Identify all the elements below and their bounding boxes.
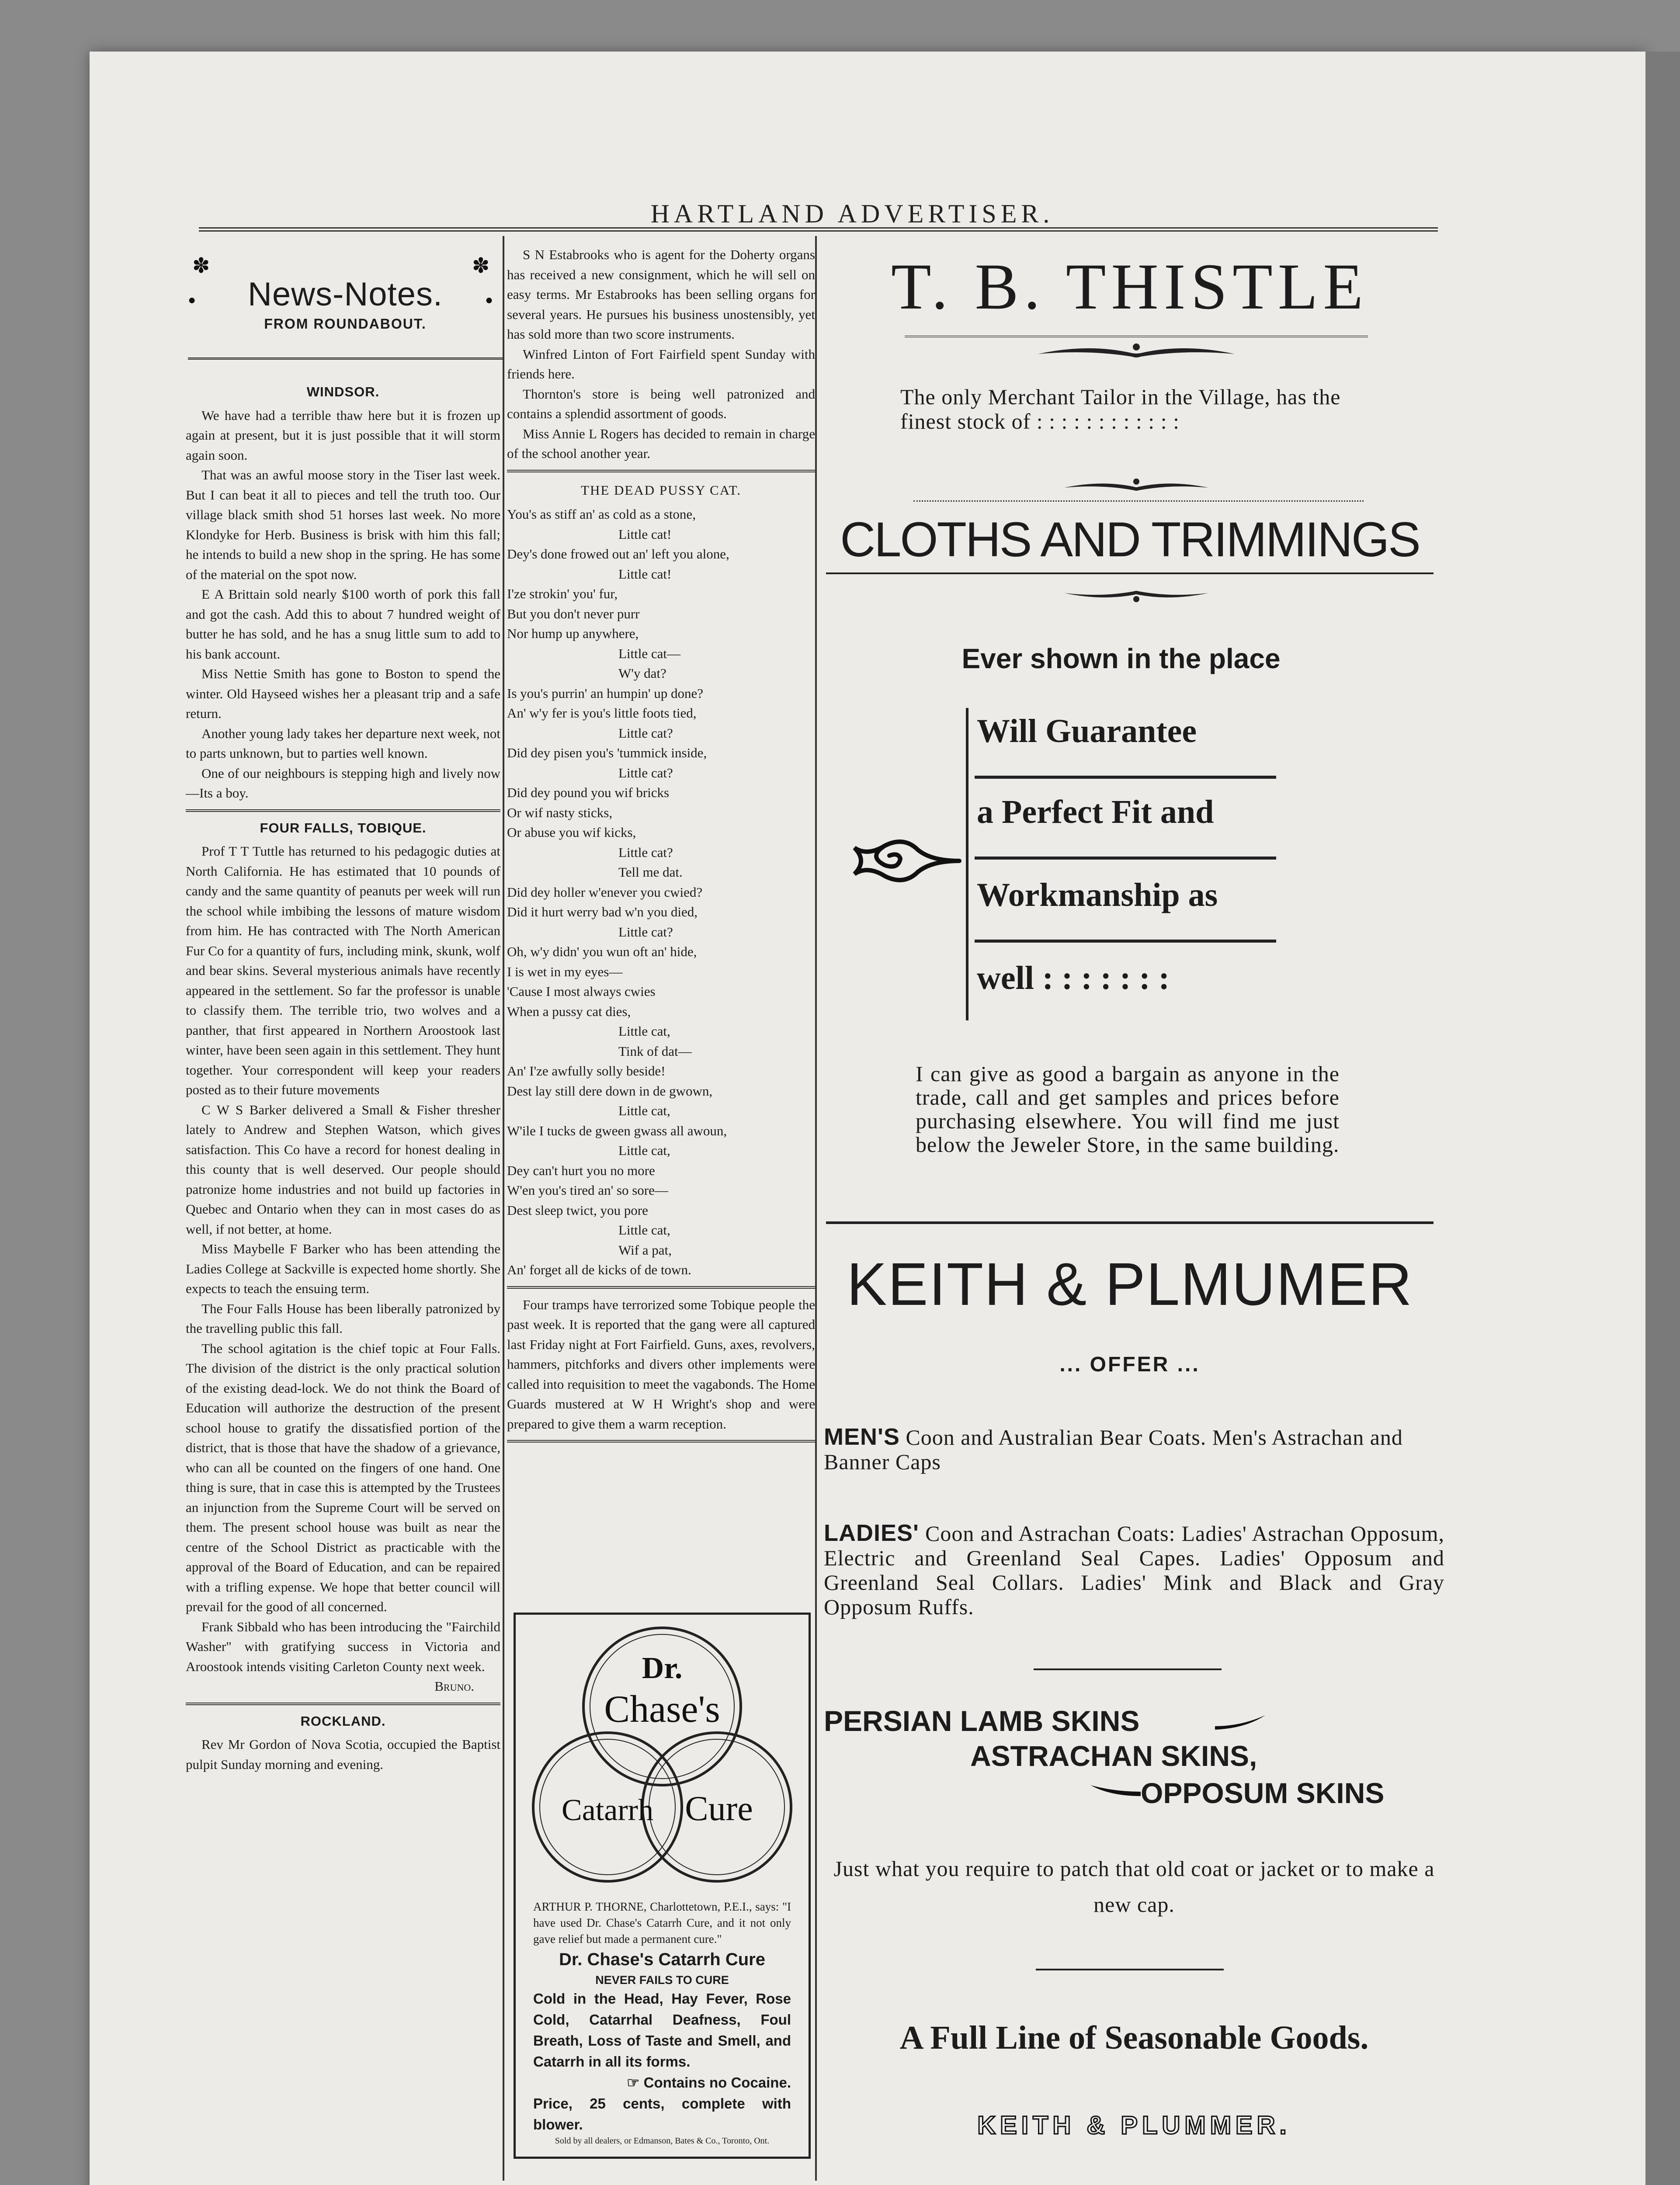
poem-line: Did dey pound you wif bricks [507,785,670,800]
poem-line: Little cat, [618,1222,670,1238]
ornament-icon: ✽ [192,254,210,277]
poem-line: When a pussy cat dies, [507,1003,631,1019]
news-paragraph: Winfred Linton of Fort Fairfield spent Sunday with friends here. [507,346,815,382]
four-falls-paragraph: C W S Barker delivered a Small & Fisher thresher lately to Andrew and Stephen Watson, which gives satisfaction. This Co have a record for honest dealing in this county that is well deserved. Our people should patronize home industries and not build up factories in Quebec and Ontario when they can in most cases do as well, if not better, at home. [186,1102,500,1237]
section-heading-windsor: WINDSOR. [306,384,380,399]
four-falls-paragraph: The Four Falls House has been liberally patronized by the travelling public this fall. [186,1301,500,1336]
rockland-paragraph: Rev Mr Gordon of Nova Scotia, occupied the Baptist pulpit Sunday morning and evening. [186,1737,500,1772]
column-2-news [507,245,815,464]
guarantee-rule [975,776,1276,779]
poem-line: Little cat? [618,765,673,780]
poem-line: An' w'y fer is you's little foots tied, [507,705,697,721]
ad-testimonial: ARTHUR P. THORNE, Charlottetown, P.E.I., says: "I have used Dr. Chase's Catarrh Cure, and it not only gave relief but made a permanent cure." [533,1900,791,1946]
poem-line: 'Cause I most always cwies [507,984,656,999]
news-notes-title: News-Notes. [248,276,443,313]
skins-line-3: OPPOSUM SKINS [1141,1777,1385,1809]
news-notes-header [188,245,503,352]
column-rule-2 [815,236,817,2181]
thistle-tagline: The only Merchant Tailor in the Village, has the finest stock of : : : : : : : : : : : : [900,385,1341,434]
poem-line: Did dey pisen you's 'tummick inside, [507,745,707,760]
guarantee-line: Workmanship as [977,877,1218,913]
guarantee-line: a Perfect Fit and [977,794,1214,830]
mens-text: Coon and Australian Bear Coats. Men's Astrachan and Banner Caps [824,1425,1403,1474]
short-rule [1036,1969,1224,1970]
poem-line: Little cat, [618,1103,670,1118]
masthead-rule [199,227,1438,232]
flourish-icon [1062,583,1211,605]
dot-ornament-icon: ● [188,293,196,307]
windsor-paragraph: E A Brittain sold nearly $100 worth of pork this fall and got the cash. Add this to about 7 hundred weight of butter he has sold, and he has a snug little sum to add to his bank account. [186,586,500,662]
section-rule [507,1286,815,1289]
poem-line: Dest lay still dere down in de gwown, [507,1083,713,1099]
four-falls-paragraph: Prof T T Tuttle has returned to his pedagogic duties at North California. He has estimated that 10 pounds of candy and the same quantity of peanuts per week will run the school while imbibing the lessons of mature wisdom from him. He has contracted with The North American Fur Co for a quantity of furs, including mink, skunk, wolf and bear skins. Several mysterious animals have recently appeared in the settlement. So far the professor is unable to classify them. The terrible trio, two wolves and a panther, that first appeared in Northern Aroostook last winter, have been seen again in this settlement. They hunt together. Your correspondent will keep your readers posted as to their future movements [186,843,500,1097]
guarantee-bar [966,708,968,1020]
poem-line: Tell me dat. [618,864,683,880]
poem-line: Little cat? [618,924,673,940]
news-paragraph: Miss Annie L Rogers has decided to remain in charge of the school another year. [507,426,815,461]
guarantee-line: well : : : : : : : [977,960,1170,996]
windsor-paragraph: We have had a terrible thaw here but it is frozen up again at present, but it is just possible that it will storm again soon. [186,407,500,463]
poem-line: Oh, w'y didn' you wun oft an' hide, [507,944,697,959]
poem-line: Nor hump up anywhere, [507,626,639,641]
ladies-block [824,1521,1444,1619]
mens-label: MEN'S [824,1424,900,1450]
thistle-rule [905,336,1368,337]
news-paragraph: Thornton's store is being well patronized and contains a splendid assortment of goods. [507,386,815,421]
poem-line: Did dey holler w'enever you cwied? [507,884,703,900]
flourish-icon [1062,476,1211,498]
section-rule [186,1703,500,1705]
flourish-icon [1088,1783,1141,1800]
news-notes-subtitle: FROM ROUNDABOUT. [264,316,427,332]
tramps-paragraph: Four tramps have terrorized some Tobique people the past week. It is reported that the gang were all captured last Friday night at Fort Fairfield. Guns, axes, revolvers, hammers, pitchforks and divers other implements were called into requisition to meet the vagabonds. The Home Guards mustered at W H Wright's shop and were prepared to give them a warm reception. [507,1297,815,1432]
poem-line: Dey's done frowed out an' left you alone, [507,546,729,562]
section-rule [507,1440,815,1443]
ad-never-fails: NEVER FAILS TO CURE [595,1973,729,1987]
four-falls-paragraph: Miss Maybelle F Barker who has been attending the Ladies College at Sackville is expected home shortly. She expects to teach the ensuing term. [186,1241,500,1296]
ad-body: Cold in the Head, Hay Fever, Rose Cold, Catarrhal Deafness, Foul Breath, Loss of Taste and Smell, and Catarrh in all its forms. [533,1991,791,2070]
poem-line: Little cat, [618,1023,670,1039]
poem [507,504,815,1280]
dotted-rule [913,500,1364,502]
ad-cocaine: ☞ Contains no Cocaine. [626,2074,791,2091]
full-line: A Full Line of Seasonable Goods. [899,2019,1369,2056]
poem-line: W'en you's tired an' so sore— [507,1183,668,1198]
windsor-paragraph: That was an awful moose story in the Tiser last week. But I can beat it all to pieces and tell the truth too. Our village black smith shod 51 horses last week. No more Klondyke for Herb. Business is brisk with him this fall; he intends to build a new shop in the spring. He has some of the material on the spot now. [186,467,500,582]
poem-line: An' I'ze awfully solly beside! [507,1063,666,1079]
skins-line-2: ASTRACHAN SKINS, [970,1740,1257,1772]
windsor-paragraph: Miss Nettie Smith has gone to Boston to spend the winter. Old Hayseed wishes her a pleasant trip and a safe return. [186,666,500,721]
windsor-paragraph: One of our neighbours is stepping high and lively now—Its a boy. [186,765,500,801]
ad-sold-by: Sold by all dealers, or Edmanson, Bates & Co., Toronto, Ont. [555,2136,770,2146]
section-divider [826,1221,1434,1224]
four-falls-body [186,841,500,1676]
four-falls-paragraph: The school agitation is the chief topic at Four Falls. The division of the district is the only practical solution of the existing dead-lock. We do not think the Board of Education will authorize the destruction of the present school house to gratify the dissatisfied portion of the district, that is those that have the shadow of a grievance, who can all be counted on the fingers of one hand. One thing is sure, that in case this is attempted by the Trustees an injunction from the Supreme Court will be served on them. The present school house was built as near the centre of the School District as practicable with the approval of the Board of Education, and can be repaired with a trifling expense. We hope that better council will prevail for the good of all concerned. [186,1340,500,1614]
poem-title: THE DEAD PUSSY CAT. [581,482,741,498]
ever-shown: Ever shown in the place [961,643,1281,674]
poem-line: Or abuse you wif kicks, [507,825,636,840]
poem-line: An' forget all de kicks of de town. [507,1262,691,1277]
masthead: HARTLAND ADVERTISER. [650,199,1054,228]
bargain-text: I can give as good a bargain as anyone in the trade, call and get samples and prices before purchasing elsewhere. You will find me just below the Jeweler Store, in the same building. [916,1061,1340,1157]
keith-offer: ... OFFER ... [1059,1353,1200,1376]
poem-line: Little cat— [618,645,681,661]
poem-line: Did it hurt werry bad w'n you died, [507,904,698,919]
ad-catarrh: Catarrh [562,1793,653,1827]
poem-line: Dest sleep twict, you pore [507,1202,648,1218]
ad-price: Price, 25 cents, complete with blower. [533,2095,791,2133]
mens-block [824,1425,1444,1474]
keith-name: KEITH & PLMUMER [847,1251,1413,1318]
poem-line: But you don't never purr [507,606,640,621]
guarantee-line: Will Guarantee [977,713,1197,749]
section-rule [186,809,500,812]
header-rule [188,357,503,360]
section-heading-four-falls: FOUR FALLS, TOBIQUE. [260,820,427,836]
poem-line: W'ile I tucks de gween gwass all awoun, [507,1123,727,1138]
poem-line: Little cat? [618,725,673,741]
ad-dr: Dr. [642,1651,683,1685]
poem-line: Or wif nasty sticks, [507,805,613,820]
guarantee-rule [975,857,1276,860]
flourish-icon [1036,341,1237,367]
news-paragraph: S N Estabrooks who is agent for the Doherty organs has received a new consignment, which he will sell on easy terms. Mr Estabrooks has been selling organs for several years. He pursues his business unostensibly, yet has sold more than two score instruments. [507,247,815,342]
section-rule [507,470,815,472]
guarantee-rule [975,940,1276,943]
column-2 [507,245,815,1449]
skins-line-1: PERSIAN LAMB SKINS [824,1705,1140,1737]
section-heading-rockland: ROCKLAND. [300,1713,386,1729]
ladies-text: Coon and Astrachan Coats: Ladies' Astrachan Opposum, Electric and Greenland Seal Capes. Ladies' Opposum and Greenland Seal Collars. Ladies' Mink and Black and Gray Opposum Ruffs. [824,1521,1445,1619]
poem-line: Little cat? [618,844,673,860]
poem-line: Wif a pat, [618,1242,672,1258]
poem-line: You's as stiff an' as cold as a stone, [507,506,696,522]
column-rule-1 [503,236,504,2181]
cloths-heading: CLOTHS AND TRIMMINGS [840,512,1420,567]
windsor-body [186,406,500,803]
signature: Bruno. [434,1679,474,1694]
poem-line: I is wet in my eyes— [507,964,623,979]
ad-chases: Chase's [604,1688,720,1731]
ad-cure: Cure [685,1790,753,1828]
scroll-ornament-icon [850,835,964,887]
poem-line: Is you's purrin' an humpin' up done? [507,685,703,701]
keith-footer: KEITH & PLUMMER. [977,2111,1291,2140]
ad-copy [533,1899,791,2147]
poem-line: Tink of dat— [618,1043,692,1059]
page-shadow-edge [1645,52,1680,2185]
windsor-paragraph: Another young lady takes her departure next week, not to parts unknown, but to parties well known. [186,725,500,761]
poem-line: I'ze strokin' you' fur, [507,586,618,601]
poem-line: Little cat! [618,566,672,582]
chase-catarrh-ad [514,1613,811,2159]
cloths-rule [826,572,1434,574]
short-rule [1034,1668,1222,1670]
poem-line: Little cat! [618,526,672,542]
patch-text: Just what you require to patch that old coat or jacket or to make a new cap. [833,1856,1435,1917]
ad-circles-graphic [516,1615,809,1899]
ad-headline: Dr. Chase's Catarrh Cure [559,1950,765,1969]
ladies-label: LADIES' [824,1520,919,1546]
poem-line: W'y dat? [618,666,666,681]
dot-ornament-icon: ● [485,293,493,307]
four-falls-paragraph: Frank Sibbald who has been introducing the "Fairchild Washer" with gratifying success in Victoria and Aroostook intends visiting Carleton County next week. [186,1619,500,1674]
flourish-icon [1215,1713,1267,1731]
poem-line: Dey can't hurt you no more [507,1162,655,1178]
column-1 [186,376,500,1774]
poem-line: Little cat, [618,1143,670,1158]
thistle-name: T. B. THISTLE [891,250,1369,323]
rockland-body [186,1734,500,1774]
ornament-icon: ✽ [472,254,490,277]
